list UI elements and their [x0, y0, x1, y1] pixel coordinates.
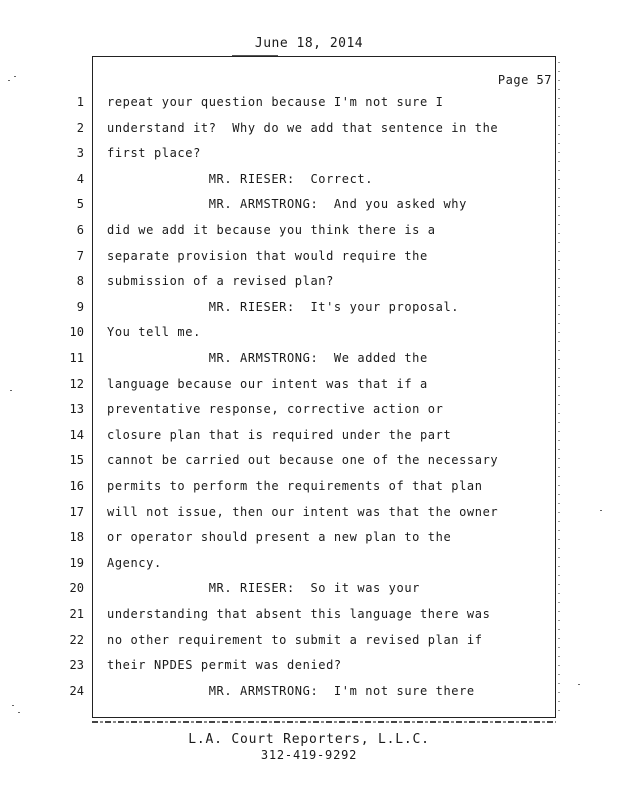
line-number: 12: [69, 377, 84, 391]
transcript-line: MR. ARMSTRONG: We added the: [107, 351, 428, 365]
transcript-line: submission of a revised plan?: [107, 274, 334, 288]
reporter-company: L.A. Court Reporters, L.L.C.: [188, 732, 430, 747]
line-number: 3: [76, 146, 84, 160]
transcript-line: MR. RIESER: It's your proposal.: [107, 300, 460, 314]
line-number: 17: [69, 505, 84, 519]
line-number: 6: [76, 223, 84, 237]
line-number: 18: [69, 530, 84, 544]
transcript-line: first place?: [107, 146, 201, 160]
line-number: 5: [76, 197, 84, 211]
reporter-phone: 312-419-9292: [260, 748, 358, 762]
line-number: 14: [69, 428, 84, 442]
transcript-line: cannot be carried out because one of the necessary: [107, 453, 499, 467]
transcript-line: closure plan that is required under the part: [107, 428, 452, 442]
scan-speck: [600, 510, 602, 511]
line-number: 24: [69, 684, 84, 698]
edge-scan-dots: [558, 62, 560, 712]
line-number: 11: [69, 351, 84, 365]
line-number: 7: [76, 249, 84, 263]
scan-speck: [12, 705, 14, 706]
line-number: 9: [76, 300, 84, 314]
line-number: 4: [76, 172, 84, 186]
scan-speck: [8, 80, 10, 81]
transcript-line: understanding that absent this language there was: [107, 607, 491, 621]
transcript-date: June 18, 2014: [254, 36, 364, 51]
transcript-line: Agency.: [107, 556, 162, 570]
transcript-line: separate provision that would require the: [107, 249, 428, 263]
page-number: Page 57: [497, 73, 552, 87]
line-number: 8: [76, 274, 84, 288]
transcript-line: did we add it because you think there is a: [107, 223, 436, 237]
transcript-line: their NPDES permit was denied?: [107, 658, 342, 672]
transcript-line: MR. ARMSTRONG: I'm not sure there: [107, 684, 475, 698]
transcript-line: language because our intent was that if a: [107, 377, 428, 391]
transcript-line: MR. RIESER: So it was your: [107, 581, 420, 595]
line-number: 10: [69, 325, 84, 339]
line-number: 1: [76, 95, 84, 109]
scan-speck: [10, 390, 12, 391]
line-number: 13: [69, 402, 84, 416]
scan-speck: [578, 684, 580, 685]
transcript-line: MR. ARMSTRONG: And you asked why: [107, 197, 467, 211]
transcript-line: or operator should present a new plan to the: [107, 530, 452, 544]
line-number: 20: [69, 581, 84, 595]
line-number: 19: [69, 556, 84, 570]
line-number: 15: [69, 453, 84, 467]
line-number: 22: [69, 633, 84, 647]
footer-rule: [92, 721, 556, 723]
transcript-line: repeat your question because I'm not sure I: [107, 95, 444, 109]
transcript-line: permits to perform the requirements of that plan: [107, 479, 483, 493]
line-number: 16: [69, 479, 84, 493]
scan-speck: [14, 76, 16, 77]
transcript-line: no other requirement to submit a revised plan if: [107, 633, 483, 647]
transcript-line: will not issue, then our intent was that the owner: [107, 505, 499, 519]
transcript-line: MR. RIESER: Correct.: [107, 172, 374, 186]
line-number: 2: [76, 121, 84, 135]
transcript-line: understand it? Why do we add that sentence in the: [107, 121, 499, 135]
line-number: 23: [69, 658, 84, 672]
line-number: 21: [69, 607, 84, 621]
transcript-line: preventative response, corrective action or: [107, 402, 444, 416]
scan-speck: [18, 712, 20, 713]
transcript-line: You tell me.: [107, 325, 201, 339]
